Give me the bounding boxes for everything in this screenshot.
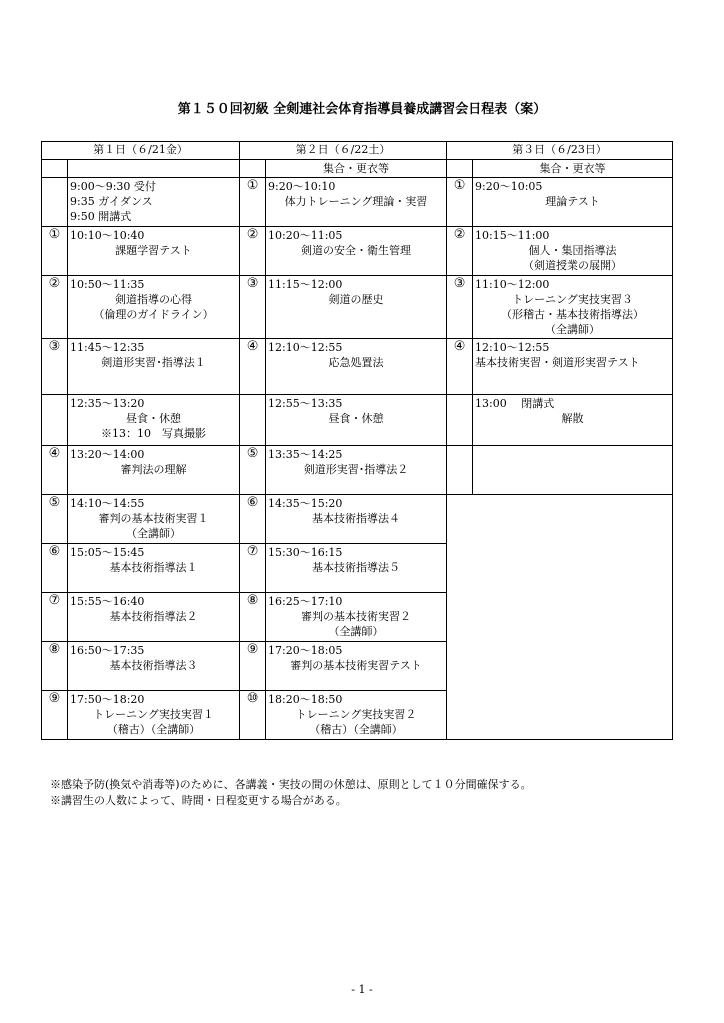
session-text: 基本技術指導法４ (312, 512, 401, 525)
day-1-header: 第１日（６/21金） (42, 142, 240, 160)
session-time: 15:05～15:45 (70, 546, 145, 559)
session-time: 11:10～12:00 (475, 278, 550, 291)
day-header-row (42, 142, 673, 160)
day-2-session (266, 339, 447, 395)
session-time: 18:20～18:50 (268, 693, 343, 706)
session-time: 11:45～12:35 (70, 341, 145, 354)
session-text: 審判の基本技術実習１ (98, 512, 209, 525)
day-3-session (473, 276, 673, 339)
day-3-session (473, 227, 673, 276)
session-time: 10:15～11:00 (475, 229, 550, 242)
session-number: ② (240, 227, 266, 276)
day-1-session (68, 339, 240, 395)
day-3-session (473, 339, 673, 395)
session-number: ① (240, 178, 266, 227)
session-text: トレーニング実技実習２ (295, 708, 417, 721)
session-text: 体力トレーニング理論・実習 (284, 195, 428, 208)
session-time: 10:20～11:05 (268, 229, 343, 242)
note-infection-prevention: ※感染予防(換気や消毒等)のために、各講義・実技の間の休憩は、原則として１０分間確保する。 (50, 778, 532, 791)
day-1-session (68, 178, 240, 227)
session-number (447, 446, 473, 495)
session-text: （全講師） (328, 625, 384, 638)
session-number (42, 178, 68, 227)
day-2-session (266, 642, 447, 691)
day-1-session (68, 593, 240, 642)
session-time: 13:35～14:25 (268, 448, 343, 461)
session-text: （倫理のガイドライン） (93, 308, 214, 321)
session-text: 基本技術実習・剣道形実習テスト (475, 356, 640, 369)
session-time: 9:20～10:05 (475, 180, 543, 193)
session-number: ⑩ (240, 691, 266, 740)
day-3-session (473, 446, 673, 495)
day-2-header: 第２日（６/22土） (240, 142, 447, 160)
session-text: 審判の基本技術実習２ (301, 610, 412, 623)
day-3-empty-block (447, 495, 673, 740)
session-number: ③ (447, 276, 473, 339)
page-number: - 1 - (351, 983, 373, 996)
session-time: 17:20～18:05 (268, 644, 343, 657)
day-2-session (266, 544, 447, 593)
day-1-session (68, 691, 240, 740)
session-number: ① (42, 227, 68, 276)
session-text: 剣道指導の心得 (115, 293, 192, 306)
session-text: 個人・集団指導法 (528, 244, 617, 257)
session-number (447, 395, 473, 446)
session-number: ⑤ (42, 495, 68, 544)
session-time: 14:10～14:55 (70, 497, 145, 510)
session-time: 9:00～9:30 受付 (70, 180, 156, 193)
session-text: （全講師） (545, 323, 601, 336)
session-number (240, 395, 266, 446)
session-text: 9:35 ガイダンス (70, 195, 153, 208)
session-number: ⑦ (240, 544, 266, 593)
session-text: （形稽古・基本技術指導法） (501, 308, 645, 321)
session-text: ※13：10 写真撮影 (101, 427, 206, 440)
session-number: ② (42, 276, 68, 339)
session-time: 13:20～14:00 (70, 448, 145, 461)
day-1-session (68, 642, 240, 691)
schedule-row (42, 339, 673, 395)
schedule-row (42, 276, 673, 339)
day-2-gather: 集合・更衣等 (266, 160, 447, 178)
day-2-session (266, 395, 447, 446)
session-number: ⑨ (42, 691, 68, 740)
session-number: ④ (240, 339, 266, 395)
gather-num-3 (447, 160, 473, 178)
session-text: 基本技術指導法３ (109, 659, 198, 672)
day-1-session (68, 395, 240, 446)
gather-num-2 (240, 160, 266, 178)
session-text: 剣道の歴史 (328, 293, 384, 306)
session-text: 昼食・休憩 (328, 412, 384, 425)
session-text: 課題学習テスト (115, 244, 192, 257)
session-text: 昼食・休憩 (126, 412, 181, 425)
day-2-session (266, 495, 447, 544)
schedule-row (42, 227, 673, 276)
session-text: 剣道形実習･指導法２ (303, 463, 409, 476)
gather-row (42, 160, 673, 178)
session-number: ③ (240, 276, 266, 339)
schedule-row (42, 446, 673, 495)
session-time: 14:35～15:20 (268, 497, 343, 510)
day-1-gather (68, 160, 240, 178)
session-number: ① (447, 178, 473, 227)
session-time: 15:30～16:15 (268, 546, 343, 559)
session-number: ⑦ (42, 593, 68, 642)
session-number: ② (447, 227, 473, 276)
session-text: トレーニング実技実習３ (512, 293, 633, 306)
session-number: ④ (42, 446, 68, 495)
day-2-session (266, 691, 447, 740)
session-time: 10:10～10:40 (70, 229, 145, 242)
page-title: 第１５０回初級 全剣連社会体育指導員養成講習会日程表（案） (177, 102, 547, 117)
session-time: 10:50～11:35 (70, 278, 145, 291)
session-text: （稽古）（全講師） (106, 723, 201, 736)
session-time: 9:20～10:10 (268, 180, 336, 193)
schedule-row (42, 495, 673, 544)
session-number: ③ (42, 339, 68, 395)
schedule-row (42, 178, 673, 227)
note-schedule-change: ※講習生の人数によって、時間・日程変更する場合がある。 (50, 794, 347, 807)
session-time: 17:50～18:20 (70, 693, 145, 706)
schedule-table (41, 141, 673, 740)
session-number: ⑤ (240, 446, 266, 495)
session-text: 審判法の理解 (120, 463, 187, 476)
session-number: ⑨ (240, 642, 266, 691)
day-2-session (266, 276, 447, 339)
session-time: 12:10～12:55 (268, 341, 343, 354)
session-time: 15:55～16:40 (70, 595, 145, 608)
day-3-session (473, 395, 673, 446)
session-number (42, 395, 68, 446)
session-text: （全講師） (126, 527, 181, 540)
session-text: 9:50 開講式 (70, 210, 132, 223)
session-text: 剣道形実習･指導法１ (101, 356, 206, 369)
day-1-session (68, 495, 240, 544)
day-3-session (473, 178, 673, 227)
day-1-session (68, 446, 240, 495)
day-2-session (266, 446, 447, 495)
session-text: 基本技術指導法５ (312, 561, 401, 574)
session-text: （稽古）（全講師） (309, 723, 403, 736)
session-time: 12:55～13:35 (268, 397, 343, 410)
session-text: トレーニング実技実習１ (93, 708, 214, 721)
session-text: 基本技術指導法１ (109, 561, 198, 574)
day-1-session (68, 544, 240, 593)
session-text: （剣道授業の展開） (523, 259, 623, 272)
day-2-session (266, 593, 447, 642)
session-text: 解散 (561, 412, 584, 425)
session-text: 基本技術指導法２ (109, 610, 198, 623)
session-text: 剣道の安全・衛生管理 (301, 244, 412, 257)
session-text: 理論テスト (545, 195, 600, 208)
day-1-session (68, 227, 240, 276)
session-time: 16:25～17:10 (268, 595, 343, 608)
gather-num-1 (42, 160, 68, 178)
day-2-session (266, 227, 447, 276)
session-number: ④ (447, 339, 473, 395)
session-number: ⑥ (42, 544, 68, 593)
session-number: ⑥ (240, 495, 266, 544)
session-text: 審判の基本技術実習テスト (290, 659, 422, 672)
session-time: 11:15～12:00 (268, 278, 343, 291)
session-text: 応急処置法 (328, 356, 384, 369)
day-3-gather: 集合・更衣等 (473, 160, 673, 178)
day-3-header: 第３日（６/23日） (447, 142, 673, 160)
session-time: 16:50～17:35 (70, 644, 145, 657)
schedule-row (42, 395, 673, 446)
session-time: 12:10～12:55 (475, 341, 550, 354)
day-1-session (68, 276, 240, 339)
session-number: ⑧ (42, 642, 68, 691)
session-number: ⑧ (240, 593, 266, 642)
day-2-session (266, 178, 447, 227)
session-time: 13:00 閉講式 (475, 397, 555, 410)
session-time: 12:35～13:20 (70, 397, 145, 410)
